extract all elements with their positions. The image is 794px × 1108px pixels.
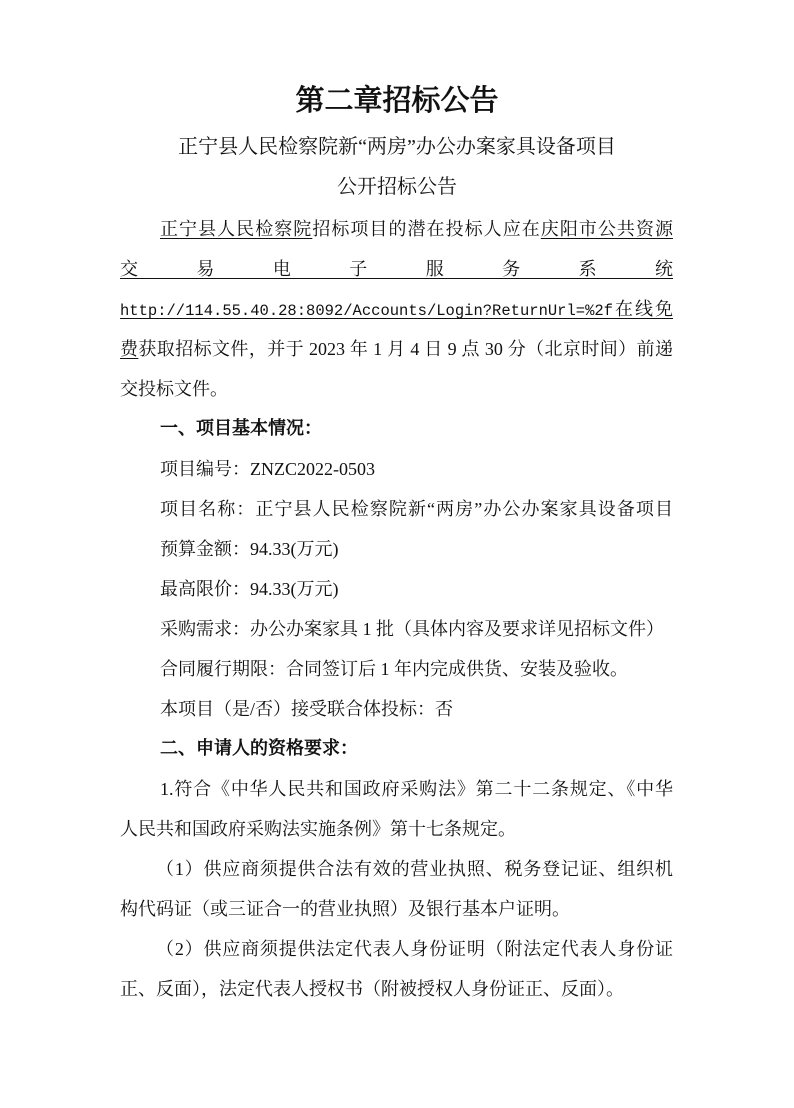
qualification-line-2: 人民共和国政府采购法实施条例》第十七条规定。 (120, 819, 516, 839)
qualification-line-4: 构代码证（或三证合一的营业执照）及银行基本户证明。 (120, 899, 570, 919)
announcement-title: 公开招标公告 (337, 176, 457, 198)
procurement-requirement: 采购需求：办公办案家具 1 批（具体内容及要求详见招标文件） (160, 619, 664, 639)
qualification-line-3: （1）供应商须提供合法有效的营业执照、税务登记证、组织机 (156, 859, 673, 879)
intro-line-1 (120, 209, 673, 249)
intro-line-2 (120, 249, 673, 289)
intro-line-5: 交投标文件。 (120, 379, 228, 399)
qualification-line-5: （2）供应商须提供法定代表人身份证明（附法定代表人身份证 (156, 939, 673, 959)
free-text-part-1: 在线免 (612, 299, 673, 319)
intro-text: 招标项目的潜在投标人应在 (312, 219, 541, 239)
max-price: 最高限价：94.33(万元) (160, 579, 339, 599)
platform-name-part-2: 交易电子服务系统 (120, 259, 673, 279)
budget-amount: 预算金额：94.33(万元) (160, 539, 339, 559)
qualification-line-6: 正、反面），法定代表人授权书（附被授权人身份证正、反面）。 (120, 979, 624, 999)
document-body (120, 209, 673, 1009)
project-title: 正宁县人民检察院新“两房”办公办案家具设备项目 (178, 136, 616, 158)
project-number: 项目编号：ZNZC2022-0503 (160, 459, 375, 479)
platform-url-link[interactable]: http://114.55.40.28:8092/Accounts/Login?ReturnUrl=%2f (120, 302, 613, 320)
platform-name-part-1: 庆阳市公共资源 (540, 219, 674, 239)
intro-line-4 (120, 329, 673, 369)
free-text-part-2: 费 (120, 339, 139, 359)
section-1-heading: 一、项目基本情况： (160, 418, 322, 439)
purchaser-name: 正宁县人民检察院 (160, 219, 313, 239)
section-2-heading: 二、申请人的资格要求： (160, 738, 358, 759)
deadline-text: 获取招标文件，并于 2023 年 1 月 4 日 9 点 30 分（北京时间）前递 (138, 339, 673, 359)
qualification-line-1: 1.符合《中华人民共和国政府采购法》第二十二条规定、《中华 (160, 779, 673, 799)
chapter-title: 第二章招标公告 (295, 83, 499, 117)
intro-line-3 (120, 289, 673, 329)
project-name: 项目名称：正宁县人民检察院新“两房”办公办案家具设备项目 (160, 499, 673, 519)
contract-period: 合同履行期限：合同签订后 1 年内完成供货、安装及验收。 (160, 659, 628, 679)
consortium-bidding: 本项目（是/否）接受联合体投标：否 (160, 699, 453, 719)
